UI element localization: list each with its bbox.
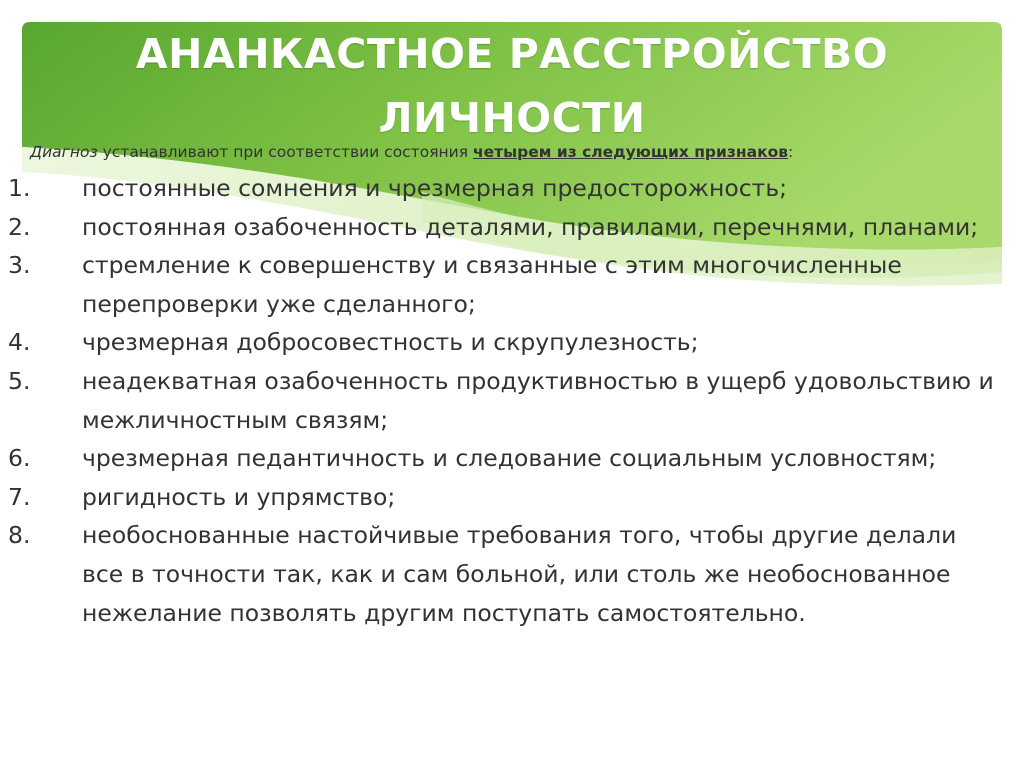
list-item — [0, 478, 1024, 517]
intro-italic: Диагноз — [30, 143, 98, 161]
list-item-number: 7. — [8, 482, 31, 511]
list-item — [0, 169, 1024, 208]
list-item-text: необоснованные настойчивые требования того, чтобы другие делали все в точности так, как и сам больной, или столь же необоснованное нежелание позволять другим поступать самостоятельно. — [82, 521, 957, 627]
intro-plain: устанавливают при соответствии состояния — [97, 143, 473, 161]
list-item-text: постоянная озабоченность деталями, правилами, перечнями, планами; — [82, 212, 979, 241]
list-item-number: 8. — [8, 521, 31, 550]
list-item-number: 1. — [8, 174, 31, 202]
intro-tail: : — [788, 143, 794, 161]
list-item-number: 3. — [8, 251, 31, 280]
intro-bold: четырем из следующих признаков — [473, 143, 789, 161]
list-item — [0, 516, 1024, 632]
intro-text — [30, 143, 1010, 161]
list-item — [0, 323, 1024, 362]
list-item-text: чрезмерная добросовестность и скрупулезность; — [82, 328, 699, 357]
list-item — [0, 439, 1024, 478]
list-item — [0, 208, 1024, 247]
list-item-text: неадекватная озабоченность продуктивностью в ущерб удовольствию и межличностным связям; — [82, 366, 994, 434]
list-item-text: чрезмерная педантичность и следование социальным условностям; — [82, 444, 937, 473]
list-item-text: ригидность и упрямство; — [82, 482, 396, 511]
title-line-2: ЛИЧНОСТИ — [378, 94, 646, 142]
list-item — [0, 362, 1024, 439]
list-item-number: 5. — [8, 366, 31, 395]
list-item-number: 6. — [8, 444, 31, 473]
slide-title — [0, 22, 1024, 150]
list-item-text: постоянные сомнения и чрезмерная предосторожность; — [82, 174, 788, 202]
list-item-number: 2. — [8, 212, 31, 241]
title-line-1: АНАНКАСТНОЕ РАССТРОЙСТВО — [135, 30, 889, 78]
list-item-text: стремление к совершенству и связанные с этим многочисленные перепроверки уже сделанного; — [82, 251, 902, 318]
criteria-list — [0, 169, 1024, 632]
list-item-number: 4. — [8, 328, 31, 357]
list-item — [0, 246, 1024, 323]
